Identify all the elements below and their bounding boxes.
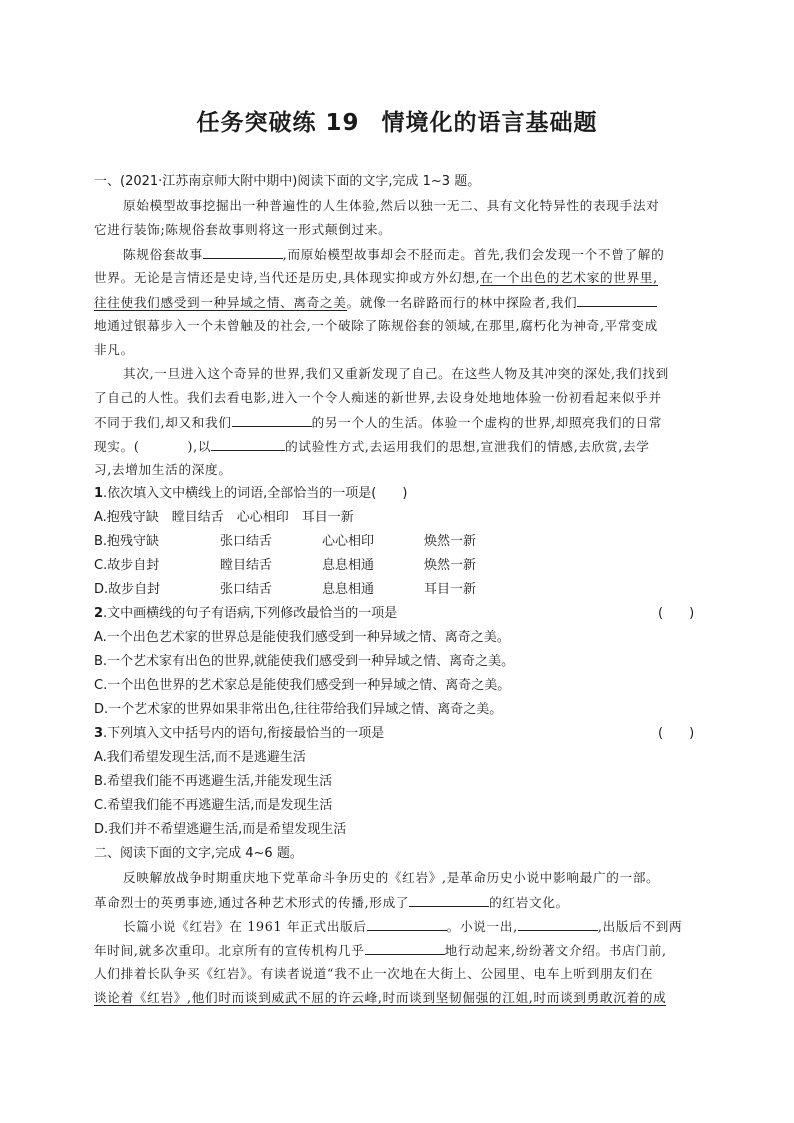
section-1-header: 一、(2021·江苏南京师大附中期中)阅读下面的文字,完成 1~3 题。 — [94, 174, 481, 189]
passage-1-line: 了自己的人性。我们去看电影,进入一个令人痴迷的新世界,去设身处地地体验一份初看起来似乎并 — [94, 390, 662, 405]
passage-1-line — [94, 436, 650, 457]
title-part-2: 情境化的语言基础题 — [381, 110, 598, 136]
passage-1-line: 其次,一旦进入这个奇异的世界,我们又重新发现了自己。在这些人物及其冲突的深处,我们找到 — [123, 366, 669, 381]
text-span: 革命烈士的英勇事迹,通过各种艺术形式的传播,形成了 — [94, 895, 410, 910]
underlined-sentence: 谈论着《红岩》,他们时而谈到威武不屈的许云峰,时而谈到坚韧倔强的江姐,时而谈到勇敢沉着的成 — [94, 990, 667, 1005]
question-1-option-b — [94, 532, 476, 552]
question-3-option-a: A.我们希望发现生活,而不是逃避生活 — [94, 750, 306, 765]
passage-2-line: 人们排着长队争买《红岩》。有读者说道“我不止一次地在大街上、公园里、电车上听到朋友们在 — [94, 966, 654, 981]
option-cell: 息息相通 — [322, 558, 375, 573]
passage-1-line: 原始模型故事挖掘出一种普遍性的人生体验,然后以独一无二、具有文化特异性的表现手法对 — [123, 198, 660, 213]
fill-blank-6 — [367, 916, 447, 931]
page-title — [0, 104, 794, 137]
title-part-1: 任务突破练 19 — [196, 110, 360, 136]
fill-blank-8 — [365, 940, 445, 955]
question-text: .文中画横线的句子有语病,下列修改最恰当的一项是 — [103, 606, 398, 621]
fill-blank-7 — [518, 916, 598, 931]
question-text: .依次填入文中横线上的词语,全部恰当的一项是( ) — [103, 486, 408, 501]
text-span: 年时间,就多次重印。北京所有的宣传机构几乎 — [94, 943, 365, 958]
question-3-option-b: B.希望我们能不再逃避生活,并能发现生活 — [94, 774, 333, 789]
passage-1-line — [94, 412, 662, 433]
question-3-stem — [94, 724, 384, 744]
question-2-option-c: C.一个出色世界的艺术家总是能使我们感受到一种异域之情、离奇之美。 — [94, 678, 511, 693]
text-span: 的试验性方式,去运用我们的思想,宣泄我们的情感,去欣赏,去学 — [285, 439, 650, 454]
option-cell: 心心相印 — [322, 534, 375, 549]
fill-blank-5 — [409, 892, 489, 907]
passage-1-line — [94, 268, 658, 288]
text-span: 不同于我们,却又和我们 — [94, 415, 232, 430]
option-cell: B.抱残守缺 — [94, 534, 160, 549]
question-2-option-d: D.一个艺术家的世界如果非常出色,往往带给我们异域之情、离奇之美。 — [94, 702, 503, 717]
option-cell: 张口结舌 — [220, 582, 273, 597]
question-number: 1 — [94, 486, 104, 501]
passage-1-line: 非凡。 — [94, 342, 134, 357]
text-span: 。就像一名辟路而行的林中探险者,我们 — [346, 295, 578, 310]
option-cell: D.故步自封 — [94, 582, 161, 597]
text-span: 现实。( — [94, 439, 140, 454]
option-cell: C.故步自封 — [94, 558, 160, 573]
question-2-option-b: B.一个艺术家有出色的世界,就能使我们感受到一种异域之情、离奇之美。 — [94, 654, 515, 669]
option-cell: 焕然一新 — [424, 558, 477, 573]
fill-blank-1 — [203, 244, 283, 259]
underlined-sentence: 在一个出色的艺术家的世界里, — [480, 270, 658, 285]
text-span: 长篇小说《红岩》在 1961 年正式出版后 — [123, 919, 367, 934]
passage-2-line: 反映解放战争时期重庆地下党革命斗争历史的《红岩》,是革命历史小说中影响最广的一部。 — [123, 870, 660, 885]
fill-blank-2 — [577, 292, 657, 307]
answer-bracket: ( ) — [658, 606, 695, 621]
option-cell: 张口结舌 — [220, 534, 273, 549]
question-2-option-a: A.一个出色艺术家的世界总是能使我们感受到一种异域之情、离奇之美。 — [94, 630, 510, 645]
underlined-sentence: 往往使我们感受到一种异域之情、离奇之美 — [94, 295, 347, 310]
answer-bracket: ( ) — [658, 726, 695, 741]
question-2-stem — [94, 604, 397, 624]
passage-1-line: 地通过银幕步入一个未曾触及的社会,一个破除了陈规俗套的领域,在那里,腐朽化为神奇,平常变成 — [94, 318, 658, 333]
option-cell: 耳目一新 — [424, 582, 477, 597]
text-span: 的另一个人的生活。体验一个虚构的世界,却照亮我们的日常 — [311, 415, 662, 430]
text-span: 。小说一出, — [446, 919, 518, 934]
fill-blank-3 — [232, 412, 312, 427]
fill-blank-4 — [211, 436, 285, 451]
passage-1-line — [94, 292, 657, 313]
question-1-option-d — [94, 580, 476, 600]
question-number: 2 — [94, 606, 104, 621]
passage-2-line — [94, 940, 667, 961]
question-text: .下列填入文中括号内的语句,衔接最恰当的一项是 — [103, 726, 385, 741]
passage-2-line — [94, 892, 569, 913]
text-span: 的红岩文化。 — [489, 895, 569, 910]
passage-1-line: 习,去增加生活的深度。 — [94, 462, 232, 477]
option-cell: 瞠目结舌 — [220, 558, 273, 573]
text-span: ,出版后不到两 — [597, 919, 683, 934]
passage-2-line — [94, 988, 666, 1008]
passage-1-line — [123, 244, 664, 265]
question-1-stem — [94, 484, 407, 504]
text-span: ),以 — [187, 439, 212, 454]
question-1-option-c — [94, 556, 476, 576]
option-cell: 焕然一新 — [424, 534, 477, 549]
passage-1-line: 它进行装饰;陈规俗套故事则将这一形式颠倒过来。 — [94, 222, 392, 237]
option-cell: 息息相通 — [322, 582, 375, 597]
question-number: 3 — [94, 726, 104, 741]
text-span: 地行动起来,纷纷著文介绍。书店门前, — [444, 943, 667, 958]
question-3-option-c: C.希望我们能不再逃避生活,而是发现生活 — [94, 798, 333, 813]
text-span: 世界。无论是言情还是史诗,当代还是历史,具体现实抑或方外幻想, — [94, 270, 481, 285]
text-span: 陈规俗套故事 — [123, 247, 203, 262]
passage-2-line — [123, 916, 682, 937]
text-span: ,而原始模型故事却会不胫而走。首先,我们会发现一个不曾了解的 — [282, 247, 665, 262]
section-2-header: 二、阅读下面的文字,完成 4~6 题。 — [94, 846, 303, 861]
question-3-option-d: D.我们并不希望逃避生活,而是希望发现生活 — [94, 822, 347, 837]
question-1-option-a: A.抱残守缺 瞠目结舌 心心相印 耳目一新 — [94, 510, 354, 525]
